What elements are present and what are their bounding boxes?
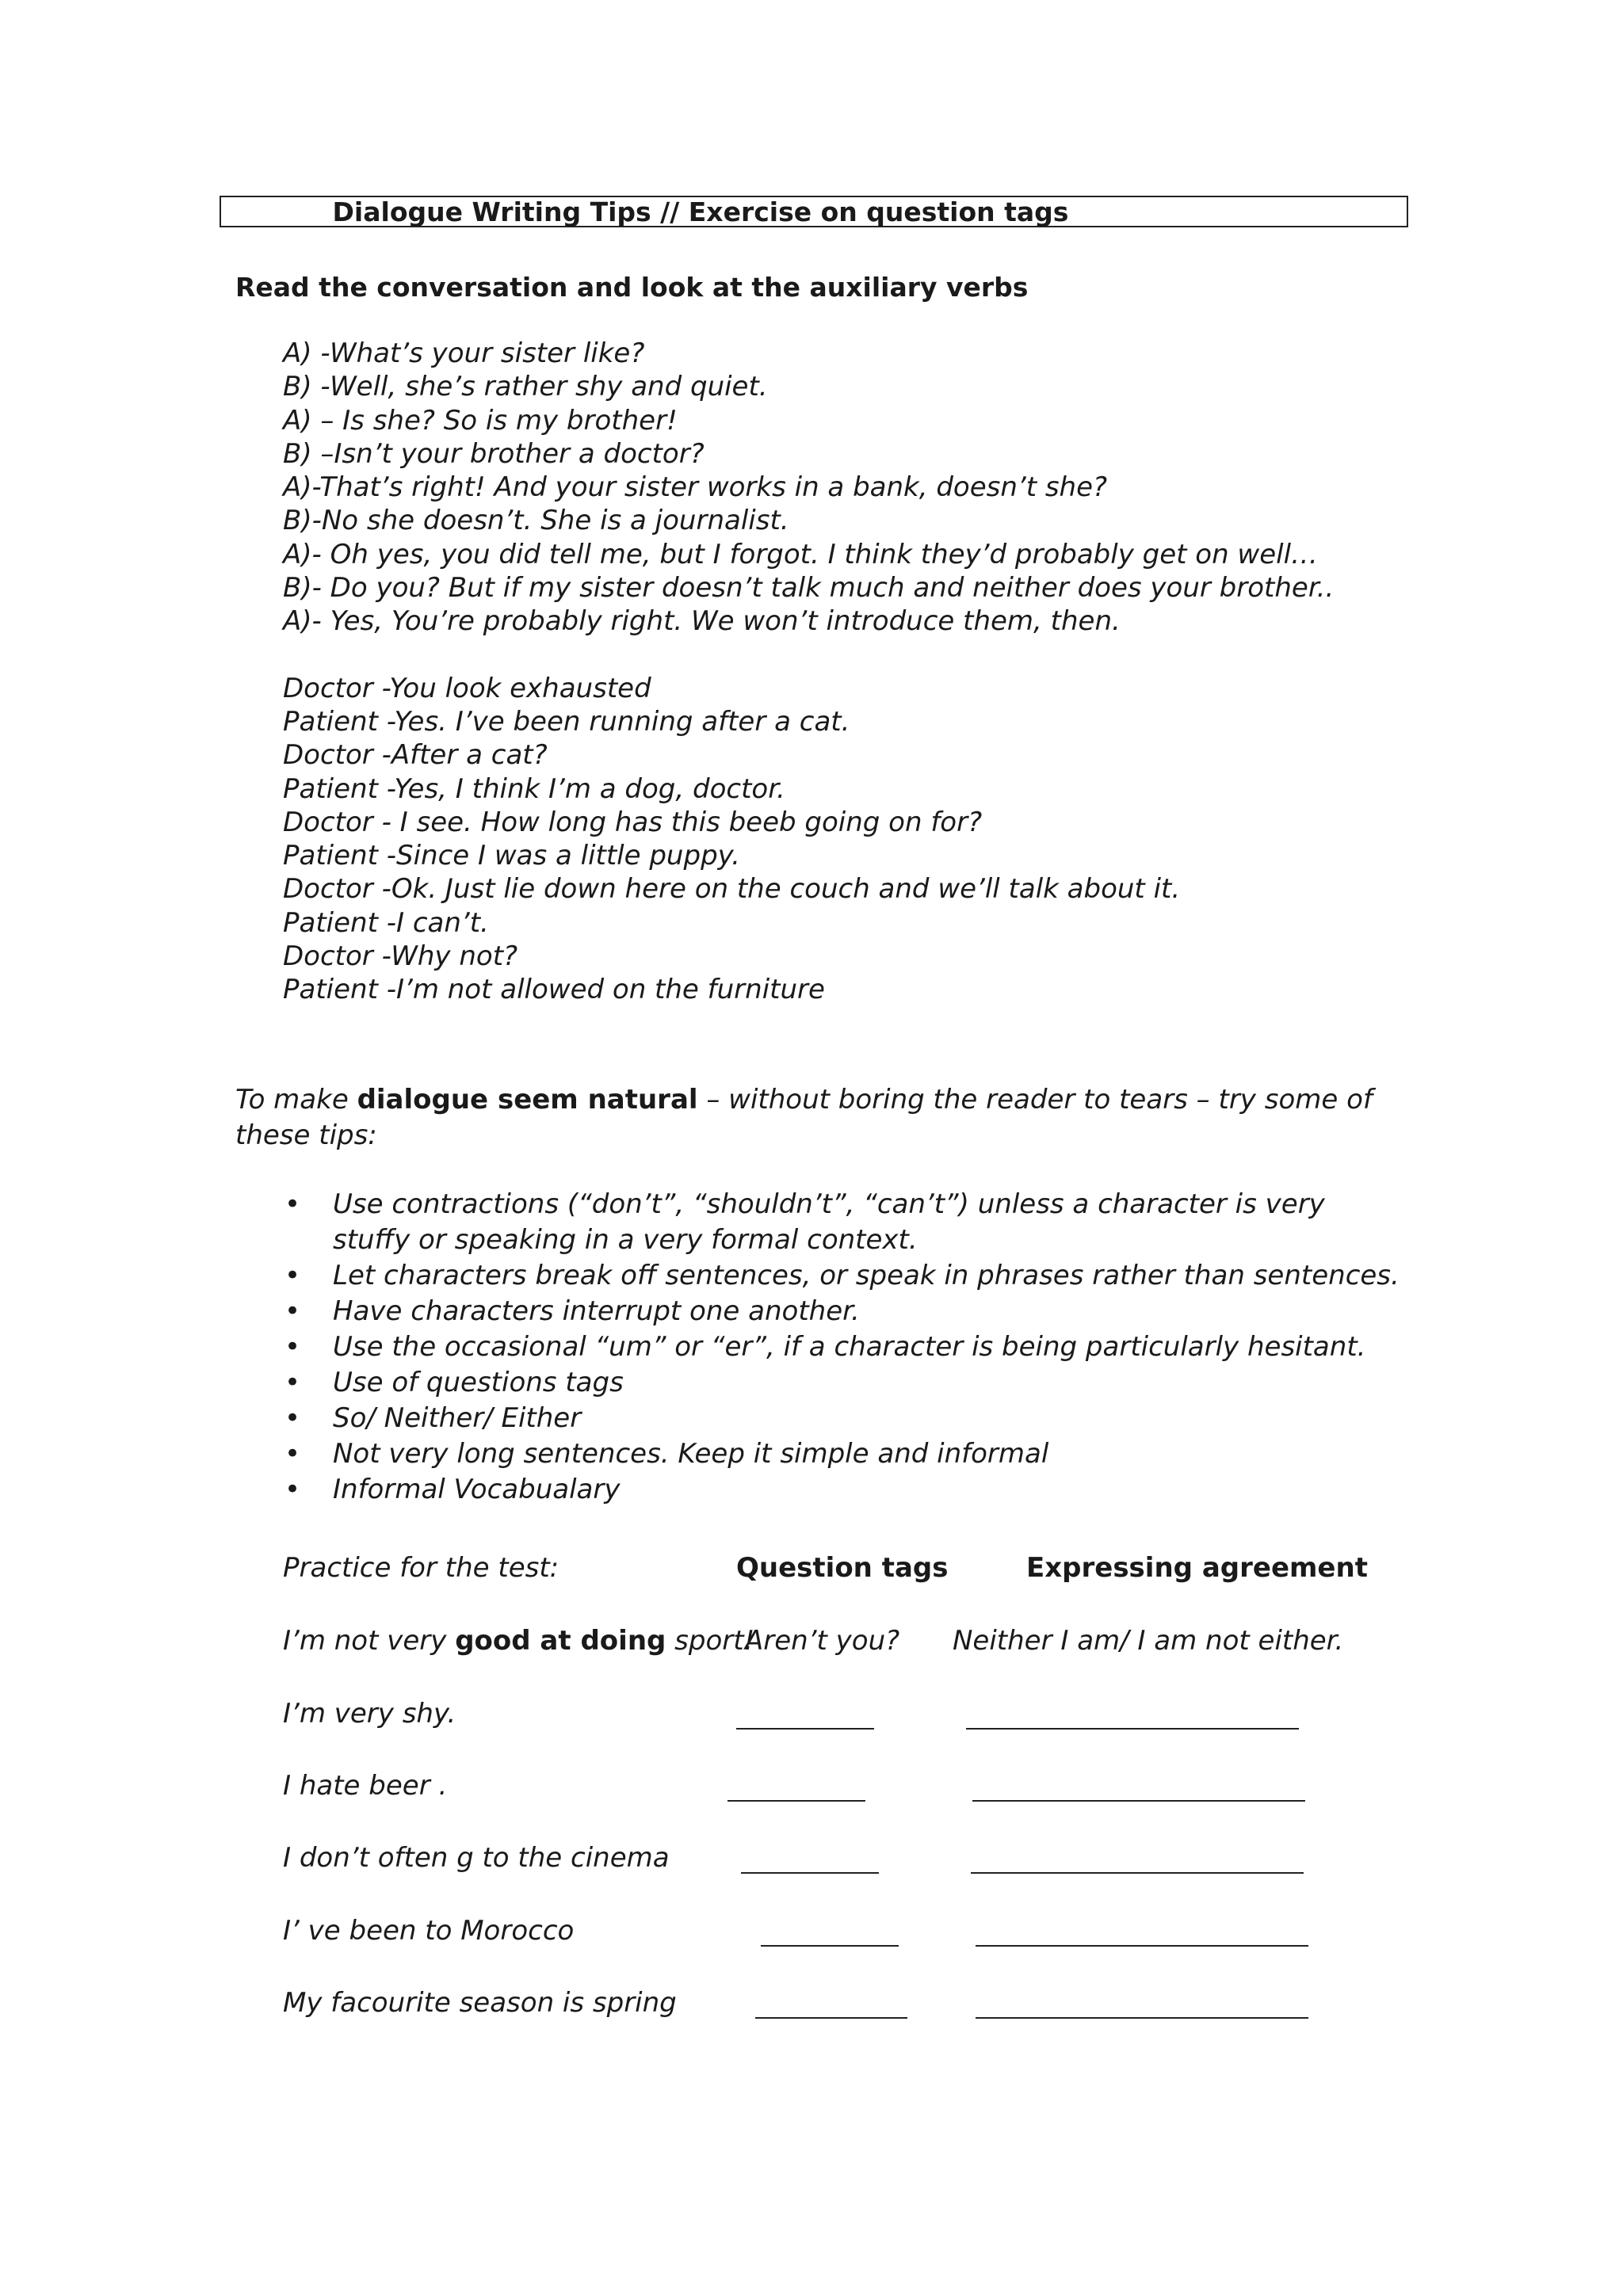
dialogue-line: Doctor -Why not? — [283, 940, 518, 973]
tips-intro-post: – without boring the reader to tears – try some of these tips: — [235, 1084, 1373, 1151]
list-item: • Not very long sentences. Keep it simple and informal — [283, 1436, 1408, 1472]
question-tag-blank[interactable] — [727, 1800, 865, 1802]
list-item: • Use contractions (“don’t”, “shouldn’t”, “can’t”) unless a character is very stuffy or speaking in a very formal context. — [285, 1188, 1325, 1256]
page-title: Dialogue Writing Tips // Exercise on question tags — [332, 196, 1069, 227]
instruction-heading: Read the conversation and look at the auxiliary verbs — [235, 272, 1029, 303]
question-tag-blank[interactable] — [761, 1945, 899, 1947]
question-tag-blank[interactable] — [755, 2017, 907, 2019]
bullet-icon: • — [285, 1438, 301, 1470]
bullet-icon: • — [285, 1260, 301, 1291]
list-item: • Let characters break off sentences, or speak in phrases rather than sentences. — [283, 1258, 1408, 1294]
dialogue-line: Patient -Yes, I think I’m a dog, doctor. — [283, 772, 785, 805]
dialogue-line: A) -What’s your sister like? — [283, 338, 645, 369]
agreement-blank[interactable] — [971, 1872, 1304, 1874]
dialogue-line: B)- Do you? But if my sister doesn’t talk much and neither does your brother.. — [283, 572, 1335, 605]
dialogue-line: A)- Yes, You’re probably right. We won’t introduce them, then. — [283, 605, 1121, 638]
tips-intro-bold: dialogue seem natural — [357, 1084, 698, 1116]
agreement-blank[interactable] — [976, 2017, 1308, 2019]
bullet-icon: • — [285, 1367, 301, 1398]
list-item: • Use of questions tags — [283, 1365, 1408, 1401]
dialogue-line: Doctor -Ok. Just lie down here on the couch and we’ll talk about it. — [283, 873, 1181, 906]
dialogue-line: B) –Isn’t your brother a doctor? — [283, 437, 705, 470]
practice-item-sentence: I don’t often g to the cinema — [283, 1842, 670, 1874]
column-header-expressing-agreement: Expressing agreement — [1026, 1552, 1368, 1584]
practice-label: Practice for the test: — [283, 1552, 559, 1584]
dialogue-line: Patient -Yes. I’ve been running after a cat. — [283, 705, 850, 738]
dialogue-line: B)-No she doesn’t. She is a journalist. — [283, 505, 789, 537]
bullet-icon: • — [285, 1402, 301, 1434]
dialogue-line: Doctor -After a cat? — [283, 739, 548, 772]
list-item: • Use the occasional “um” or “er”, if a character is being particularly hesitant. — [283, 1329, 1408, 1365]
dialogue-line: Patient -I’m not allowed on the furniture — [283, 974, 825, 1006]
practice-item-sentence: My facourite season is spring — [283, 1987, 677, 2019]
tips-intro — [235, 1082, 1400, 1154]
bullet-icon: • — [285, 1188, 301, 1220]
agreement-blank[interactable] — [972, 1800, 1305, 1802]
dialogue-spacer — [283, 639, 1334, 672]
agreement-blank[interactable] — [976, 1945, 1308, 1947]
dialogue-line: Patient -I can’t. — [283, 906, 489, 939]
dialogue-line: Doctor -You look exhausted — [283, 672, 651, 704]
bullet-icon: • — [285, 1474, 301, 1505]
practice-item-sentence: I’ ve been to Morocco — [283, 1915, 575, 1947]
practice-example-sentence: I’m not very good at doing sport! — [283, 1625, 755, 1657]
example-question-tag: Aren’t you? — [745, 1625, 900, 1657]
tips-list — [283, 1187, 1408, 1508]
agreement-blank[interactable] — [966, 1728, 1299, 1730]
dialogue-line: A)- Oh yes, you did tell me, but I forgot. I think they’d probably get on well… — [283, 538, 1319, 570]
practice-item-sentence: I hate beer . — [283, 1770, 448, 1802]
dialogue-line: Doctor - I see. How long has this beeb going on for? — [283, 806, 983, 838]
dialogue-line: A) – Is she? So is my brother! — [283, 404, 678, 437]
bullet-icon: • — [285, 1331, 301, 1363]
dialogue-line: A)-That’s right! And your sister works in a bank, doesn’t she? — [283, 471, 1108, 504]
column-header-question-tags: Question tags — [736, 1552, 949, 1584]
list-item: • Informal Vocabualary — [283, 1472, 1408, 1508]
tips-intro-pre: To make — [235, 1084, 357, 1116]
list-item: • Have characters interrupt one another. — [283, 1294, 1408, 1329]
question-tag-blank[interactable] — [736, 1728, 874, 1730]
practice-item-sentence: I’m very shy. — [283, 1698, 456, 1730]
dialogue-line: B) -Well, she’s rather shy and quiet. — [283, 371, 768, 403]
title-box — [220, 196, 1408, 227]
question-tag-blank[interactable] — [741, 1872, 879, 1874]
dialogue-section — [283, 337, 1334, 1007]
list-item: • So/ Neither/ Either — [283, 1401, 1408, 1436]
dialogue-line: Patient -Since I was a little puppy. — [283, 840, 740, 872]
bullet-icon: • — [285, 1295, 301, 1327]
example-agreement: Neither I am/ I am not either. — [953, 1625, 1344, 1657]
